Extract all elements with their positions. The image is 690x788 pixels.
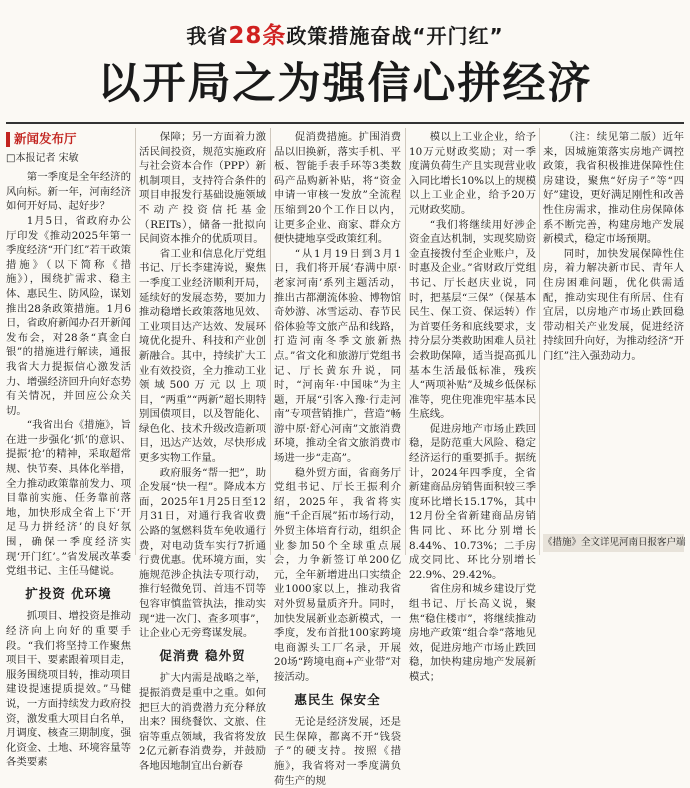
paragraph: 省工业和信息化厅党组书记、厅长李建涛说，聚焦一季度工业经济顺利开局，延续好的发展态势，要加力推动稳增长政策落地见效、工业项目达产达效、发展环境优化提升、科技和产业创新融合。其中，持续扩大工业有效投资，全力推动工业领域500万元以上项目，“两重”“两新”超长期特别国债项目，以及智能化、绿色化、技术升级改造新项目，迅达产达效，尽快形成更多实物工作量。 (139, 247, 266, 465)
column-divider (405, 128, 406, 555)
article-column-4 (409, 130, 536, 683)
paragraph: 促消费措施。扩围消费品以旧换新，落实手机、平板、智能手表手环等3类数码产品购新补贴，将“资金申请一审核一发放”全流程压缩到20个工作日以内，让更多企业、商家、群众方便快捷地享受政策红利。 (274, 131, 401, 246)
article-column-3 (274, 130, 401, 787)
section-tag (6, 132, 131, 148)
kicker-pre: 我省 (186, 24, 229, 48)
section-tag-label: 新闻发布厅 (6, 132, 77, 147)
kicker-subtitle (0, 17, 690, 50)
paragraph: 抓项目、增投资是推动经济向上向好的重要手段。“我们将坚持工作聚焦项目干、要素跟着项目走，服务围绕项目转，推动项目建设提速提质提效。”马健说，一方面持续发力政府投资，激发重大项目白名单，月调度、核查三期制度，强化资金、土地、环境容量等各类要素 (6, 610, 131, 769)
column-divider (539, 128, 540, 555)
paragraph: 同时，加快发展保障性住房，着力解决新市民、青年人住房困难问题，优化供需适配，推动实现住有所居、住有宜居，以房地产市场止跌回稳带动相关产业发展，促进经济持续回升向好，为推动经济“开门红”注入强劲动力。 (543, 247, 684, 362)
subheading-livelihood: 惠民生 保安全 (294, 691, 381, 707)
article-column-1 (6, 130, 131, 769)
kicker-highlight-number: 28条 (228, 23, 287, 49)
kicker-post: 政策措施奋战“开门红” (286, 24, 504, 48)
paragraph: （注：续见第二版）近年来，因城施策落实房地产调控政策，我省积极推进保障性住房建设，聚焦“好房子”等“四好”建设，更好满足刚性和改善性住房需求，推动住房保障体系不断完善，构建房地产发展新模式，稳定市场预期。 (543, 131, 684, 246)
subheading-invest: 扩投资 优环境 (25, 585, 112, 601)
paragraph: “我们将继续用好涉企资金直达机制，实现奖励资金直接拨付至企业账户，及时惠及企业。”省财政厅党组书记、厅长赵庆业说，同时，把基层“三保”（保基本民生、保工资、保运转）作为首要任务和底线要求，支持分层分类救助困难人员社会救助保障，适当提高孤儿基本生活最低标准，残疾人“两项补贴”及城乡低保标准等，兜住兜准兜牢基本民生底线。 (409, 218, 536, 421)
paragraph: 省住房和城乡建设厅党组书记、厅长高义说，聚焦“稳住楼市”，将继续推动房地产政策“组合拳”落地见效，促进房地产市场止跌回稳，加快构建房地产发展新模式； (409, 583, 536, 683)
subheading-consumption: 促消费 稳外贸 (159, 647, 246, 663)
article-column-5 (543, 130, 684, 527)
paragraph: 第一季度是全年经济的风向标。新一年，河南经济如何开好局、起好步？ (6, 171, 131, 213)
paragraph: 政府服务“帮一把”，助企发展“快一程”。降成本方面，2025年1月25日至12月31日，对通行我省收费公路的氢燃料货车免收通行费，对电动货车实行7折通行费优惠。优环境方面，实施规范涉企执法专项行动，推行轻微免罚、首违不罚等包容审慎监管执法，推动实现“进一次门、查多项事”，让企业心无旁骛谋发展。 (139, 466, 266, 640)
paragraph: 保障；另一方面着力激活民间投资，规范实施政府与社会资本合作（PPP）新机制项目，支持符合条件的项目申报发行基础设施领域不动产投资信托基金（REITs），储备一批拟向民间资本推介的优质项目。 (139, 131, 266, 246)
paragraph: 稳外贸方面，省商务厅党组书记、厅长王振利介绍，2025年，我省将实施“千企百展”拓市场行动，外贸主体培育行动，组织企业参加50个全球重点展会，力争新签订单200亿元，全年新增进出口实绩企业1000家以上，推动我省对外贸易量质齐升。同时，加快发展新业态新模式，一季度，发布首批100家跨境电商源头工厂名录，开展20场“跨境电商+产业带”对接活动。 (274, 466, 401, 683)
column-divider (270, 128, 271, 555)
paragraph: 1月5日，省政府办公厅印发《推动2025年第一季度经济“开门红”若干政策措施》（以下简称《措施》），围绕扩需求、稳主体、惠民生、防风险，谋划推出28条政策措施。1月6日，省政府新闻办召开新闻发布会，对28条“真金白银”的措施进行解读，通报我省大力提振信心激发活力、增强经济回升向好态势有关情况，并回应公众关切。 (6, 214, 131, 417)
paragraph: 促进房地产市场止跌回稳，是防范重大风险、稳定经济运行的重要抓手。据统计，2024年四季度，全省新建商品房销售面积较三季度环比增长15.17%，其中12月份全省新建商品房销售同比、环比分别增长8.44%、10.73%；二手房成交同比、环比分别增长22.9%、29.42%。 (409, 422, 536, 581)
paragraph: 无论是经济发展，还是民生保障，都离不开“钱袋子”的硬支持。按照《措施》，我省将对一季度满负荷生产的规 (274, 716, 401, 787)
paragraph: “从1月19日到3月1日，我们将开展‘春满中原·老家河南’系列主题活动，推出古都潮流体验、博物馆奇妙游、冰雪运动、春节民俗体验等文旅产品和线路，打造河南冬季文旅新热点。”省文化和旅游厅党组书记、厅长黄东升说，同时，“河南年·中国味”为主题，开展“引客入豫·行走河南”专项营销推广，营造“畅游中原·舒心河南”文旅消费环境，推动全省文旅消费市场进一步“走高”。 (274, 247, 401, 465)
byline: □本报记者 宋敏 (6, 152, 79, 164)
headline: 以开局之为强信心拼经济 (97, 59, 593, 109)
article-column-2 (139, 130, 266, 772)
headline-rule (6, 122, 684, 124)
paragraph: 模以上工业企业，给予10万元财政奖励；对一季度满负荷生产且实现营业收入同比增长10%以上的规模以上工业企业，给予20万元财政奖励。 (409, 131, 536, 216)
footer-note: 《措施》全文详见河南日报客户端 (543, 534, 684, 552)
paragraph: 扩大内需是战略之举，提振消费是重中之重。如何把巨大的消费潜力充分释放出来？围绕餐饮、文旅、住宿等重点领域，我省将发放2亿元新春消费券，并鼓励各地因地制宜出台新春 (139, 672, 266, 772)
paragraph: “我省出台《措施》，旨在进一步强化‘抓’的意识、提振‘抢’的精神，采取超常规、快节奏、具体化举措，全力推动政策靠前发力、项目靠前实施、任务靠前落地，加快形成全省上下‘开足马力拼经济’的良好氛围，确保一季度经济实现‘开门红’。”省发展改革委党组书记、主任马健说。 (6, 419, 131, 578)
column-divider (135, 128, 136, 555)
